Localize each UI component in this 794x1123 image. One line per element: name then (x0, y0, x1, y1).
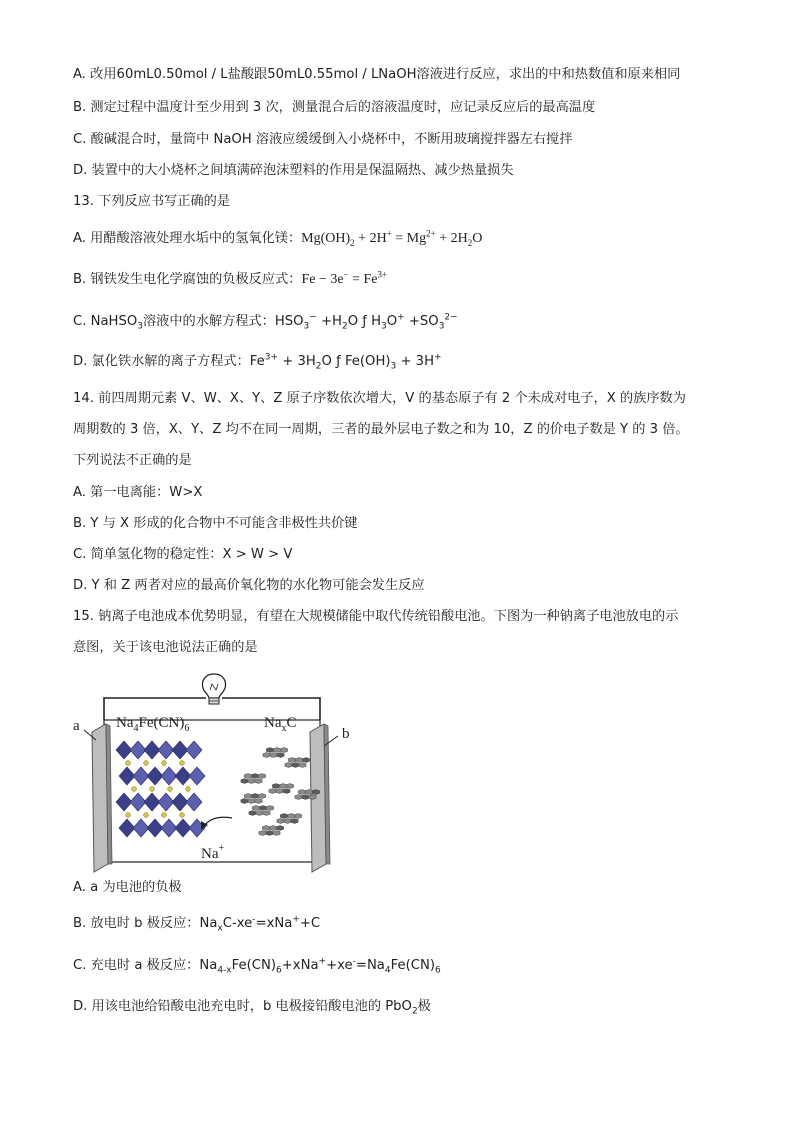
carbon-hexagon (280, 814, 287, 819)
sodium-atom-dot (180, 761, 185, 766)
carbon-hexagon (273, 748, 280, 753)
sodium-atom-dot (162, 813, 167, 818)
carbon-hexagon (266, 831, 273, 836)
electrode-a-label: a (73, 718, 80, 734)
q13-stem: 13. 下列反应书写正确的是 (73, 194, 231, 209)
q15-option-c: C. 充电时 a 极反应：$Na_{4-x}Fe(CN)_6+xNa^++xe^-=Na_4Fe(CN)_6$ (73, 956, 441, 976)
sodium-atom-dot (144, 813, 149, 818)
carbon-hexagon (286, 784, 293, 789)
carbon-hexagon (287, 814, 294, 819)
carbon-hexagon (270, 753, 277, 758)
octahedron-shape (189, 767, 205, 785)
carbon-hexagon (276, 789, 283, 794)
carbon-hexagon (291, 819, 298, 824)
anode-formula: $Na_xC$ (264, 715, 297, 734)
q13-option-c: C. NaHSO$_3$溶液中的水解方程式：$HSO_3^- +H_2O$ ƒ $H_3O^+ +SO_3^{2-}$ (73, 312, 458, 332)
carbon-hexagon (284, 819, 291, 824)
sodium-atom-dot (132, 787, 137, 792)
carbon-hexagon (299, 763, 306, 768)
carbon-hexagon (295, 758, 302, 763)
carbon-hexagon (277, 753, 284, 758)
carbon-hexagon (288, 758, 295, 763)
carbon-hexagon (259, 831, 266, 836)
carbon-hexagon (241, 799, 248, 804)
q12-option-b: B. 测定过程中温度计至少用到 3 次，测量混合后的溶液温度时，应记录反应后的最高温度 (73, 100, 596, 115)
q15-option-a: A. a 为电池的负极 (73, 880, 182, 895)
q15-option-d: D. 用该电池给铅酸电池充电时，b 电极接铅酸电池的 PbO$_2$极 (73, 999, 431, 1017)
carbon-hexagon (273, 831, 280, 836)
sodium-atom-dot (162, 761, 167, 766)
q13-option-d: D. 氯化铁水解的离子方程式：$Fe^{3+} + 3H_2O$ ƒ $Fe(OH)_3 + 3H^+$ (73, 352, 442, 372)
hard-carbon-sheets (241, 748, 320, 836)
carbon-hexagon (262, 826, 269, 831)
sodium-atom-dot (168, 787, 173, 792)
q12-option-c: C. 酸碱混合时，量筒中 NaOH 溶液应缓缓倒入小烧杯中，不断用玻璃搅拌器左右搅拌 (73, 132, 573, 147)
carbon-hexagon (269, 789, 276, 794)
carbon-hexagon (277, 819, 284, 824)
prussian-blue-crystal (116, 741, 205, 837)
light-bulb-icon (202, 674, 225, 704)
carbon-hexagon (272, 784, 279, 789)
q14-stem-3: 下列说法不正确的是 (73, 453, 192, 468)
carbon-hexagon (244, 794, 251, 799)
carbon-hexagon (266, 748, 273, 753)
q15-stem-2: 意图，关于该电池说法正确的是 (73, 640, 258, 655)
sodium-ion-arrow (201, 817, 232, 830)
q15-option-b: B. 放电时 b 极反应：$Na_xC-xe^-=xNa^++C$ (73, 914, 321, 934)
carbon-hexagon (266, 806, 273, 811)
carbon-hexagon (302, 795, 309, 800)
carbon-hexagon (244, 774, 251, 779)
carbon-hexagon (251, 774, 258, 779)
carbon-hexagon (255, 799, 262, 804)
carbon-hexagon (294, 814, 301, 819)
carbon-hexagon (312, 790, 319, 795)
q14-option-c: C. 简单氢化物的稳定性：X > W > V (73, 547, 293, 562)
electrode-a (92, 724, 112, 872)
q13-option-a: A. 用醋酸溶液处理水垢中的氢氧化镁：$Mg(OH)_2 + 2H^+ = Mg^{2+} + 2H_2O$ (73, 228, 483, 248)
octahedron-shape (186, 793, 202, 811)
carbon-hexagon (280, 748, 287, 753)
carbon-hexagon (285, 763, 292, 768)
q12-option-a: A. 改用60mL0.50mol / L盐酸跟50mL0.55mol / LNaOH溶液进行反应，求出的中和热数值和原来相同 (73, 67, 681, 82)
carbon-hexagon (251, 794, 258, 799)
sodium-atom-dot (144, 761, 149, 766)
sodium-atom-dot (180, 813, 185, 818)
carbon-hexagon (259, 806, 266, 811)
sodium-atom-dot (126, 761, 131, 766)
sodium-ion-battery-diagram (70, 668, 370, 874)
electrode-b-label: b (342, 726, 350, 742)
carbon-hexagon (279, 784, 286, 789)
carbon-hexagon (255, 779, 262, 784)
carbon-hexagon (298, 790, 305, 795)
carbon-hexagon (309, 795, 316, 800)
cathode-formula: $Na_4Fe(CN)_6$ (116, 715, 190, 734)
carbon-hexagon (269, 826, 276, 831)
q14-option-d: D. Y 和 Z 两者对应的最高价氧化物的水化物可能会发生反应 (73, 578, 425, 593)
q13-option-b: B. 钢铁发生电化学腐蚀的负极反应式：$Fe - 3e^- = Fe^{3+}$ (73, 269, 388, 287)
carbon-hexagon (305, 790, 312, 795)
sodium-atom-dot (150, 787, 155, 792)
carbon-hexagon (248, 779, 255, 784)
octahedron-shape (186, 741, 202, 759)
q14-option-a: A. 第一电离能：W>X (73, 485, 203, 500)
q14-option-b: B. Y 与 X 形成的化合物中不可能含非极性共价键 (73, 516, 358, 531)
q15-stem-1: 15. 钠离子电池成本优势明显，有望在大规模储能中取代传统铅酸电池。下图为一种钠离子电池放电的示 (73, 609, 679, 624)
carbon-hexagon (302, 758, 309, 763)
carbon-hexagon (249, 811, 256, 816)
carbon-hexagon (252, 806, 259, 811)
carbon-hexagon (283, 789, 290, 794)
sodium-ion-label: Na+ (201, 843, 225, 862)
carbon-hexagon (258, 774, 265, 779)
carbon-hexagon (263, 811, 270, 816)
carbon-hexagon (241, 779, 248, 784)
carbon-hexagon (276, 826, 283, 831)
carbon-hexagon (248, 799, 255, 804)
sodium-atom-dot (186, 787, 191, 792)
sodium-atom-dot (126, 813, 131, 818)
carbon-hexagon (256, 811, 263, 816)
carbon-hexagon (258, 794, 265, 799)
carbon-hexagon (292, 763, 299, 768)
carbon-hexagon (295, 795, 302, 800)
q14-stem-2: 周期数的 3 倍，X、Y、Z 均不在同一周期，三者的最外层电子数之和为 10，Z 的价电子数是 Y 的 3 倍。 (73, 422, 689, 437)
q12-option-d: D. 装置中的大小烧杯之间填满碎泡沫塑料的作用是保温隔热、减少热量损失 (73, 163, 514, 178)
carbon-hexagon (263, 753, 270, 758)
q14-stem-1: 14. 前四周期元素 V、W、X、Y、Z 原子序数依次增大，V 的基态原子有 2 个未成对电子，X 的族序数为 (73, 391, 686, 406)
